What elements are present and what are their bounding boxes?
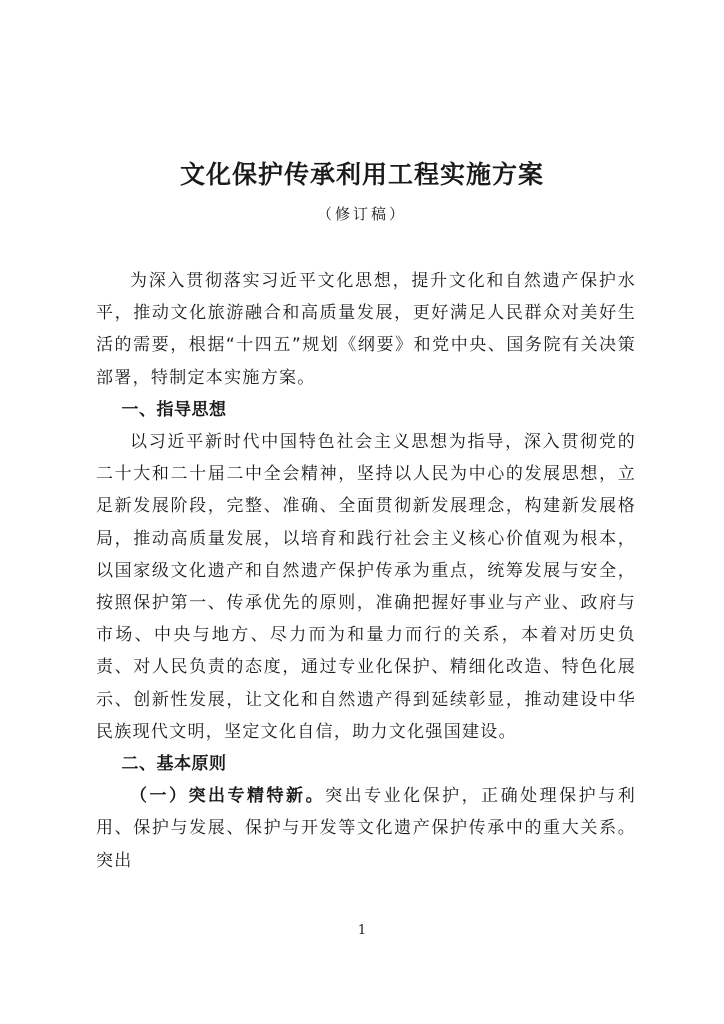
- section-heading-basic-principles: 二、基本原则: [121, 754, 227, 775]
- intro-paragraph: 为深入贯彻落实习近平文化思想，提升文化和自然遗产保护水平，推动文化旅游融合和高质量发展，更好满足人民群众对美好生活的需要，根据“十四五”规划《纲要》和党中央、国务院有关决策部署，特制定本实施方案。: [96, 271, 636, 388]
- guiding-ideology-paragraph: 以习近平新时代中国特色社会主义思想为指导，深入贯彻党的二十大和二十届二中全会精神，坚持以人民为中心的发展思想，立足新发展阶段，完整、准确、全面贯彻新发展理念，构建新发展格局，推动高质量发展，以培育和践行社会主义核心价值观为根本，以国家级文化遗产和自然遗产保护传承为重点，统筹发展与安全，按照保护第一、传承优先的原则，准确把握好事业与产业、政府与市场、中央与地方、尽力而为和量力而行的关系，本着对历史负责、对人民负责的态度，通过专业化保护、精细化改造、特色化展示、创新性发展，让文化和自然遗产得到延续彰显，推动建设中华民族现代文明，坚定文化自信，助力文化强国建设。: [96, 432, 636, 742]
- section-heading-guiding-ideology: 一、指导思想: [121, 399, 227, 420]
- document-subtitle: （修订稿）: [316, 205, 407, 223]
- page-number: 1: [357, 923, 367, 938]
- principle-item-1: [96, 780, 636, 877]
- principle-item-1-lead: （一）突出专精特新。: [130, 786, 326, 807]
- document-title: 文化保护传承利用工程实施方案: [179, 160, 544, 189]
- document-body: [96, 265, 636, 877]
- principle-item-1-text: 突出专业化保护，正确处理保护与利用、保护与发展、保护与开发等文化遗产保护传承中的重大关系。突出: [96, 786, 636, 871]
